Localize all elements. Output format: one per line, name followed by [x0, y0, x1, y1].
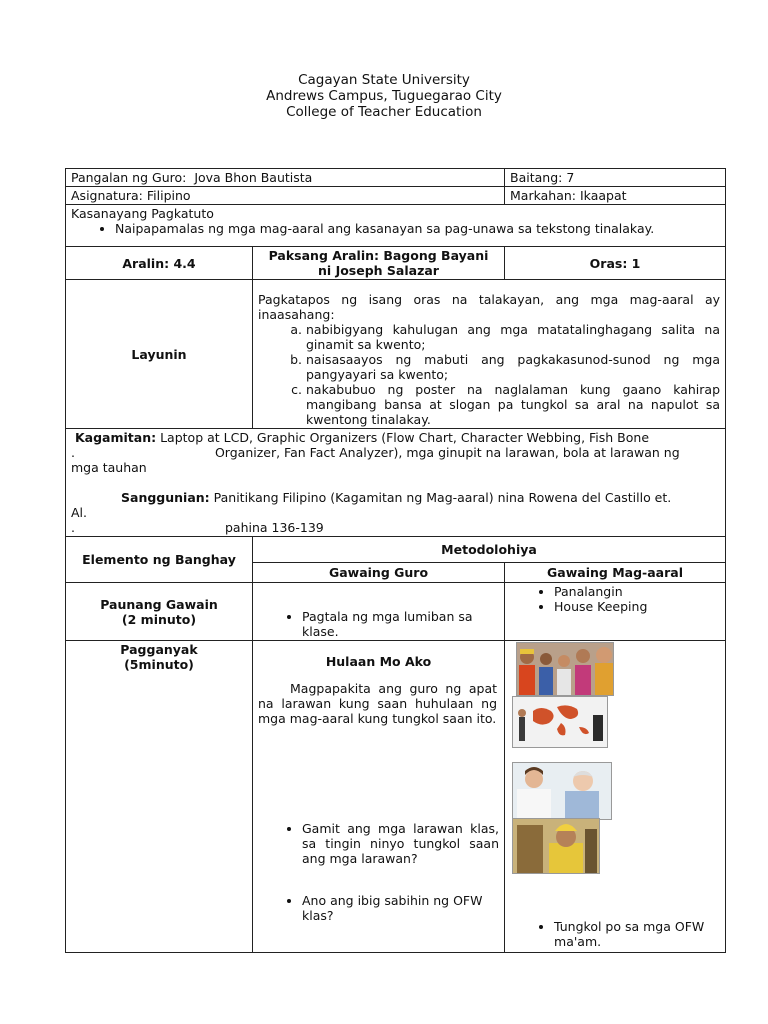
materials-label: Kagamitan:	[74, 430, 157, 445]
paunang-label-line2: (2 minuto)	[121, 612, 197, 627]
pagganyak-label-line2: (5minuto)	[124, 657, 194, 672]
quarter-label: Markahan:	[510, 188, 576, 203]
objectives-label: Layunin	[66, 280, 253, 429]
nurse-image	[513, 763, 611, 819]
paksa-line2: ni Joseph Salazar	[318, 263, 439, 278]
paunang-student-item: • House Keeping	[554, 599, 720, 614]
question-1: • Gamit ang mga larawan klas, sa tingin ninyo tungkol saan ang mga larawan?	[302, 821, 499, 866]
grade-label: Baitang:	[510, 170, 563, 185]
teacher-col-label: Gawaing Guro	[253, 563, 505, 583]
question-2: • Ano ang ibig sabihin ng OFW klas?	[302, 893, 499, 923]
objective-item: c. nakabubuo ng poster na naglalaman kung gaano kahirap mangibang bansa at slogan pa tungkol sa aral na napulot sa kwentong tinalakay.	[306, 382, 720, 427]
student-answer: • Tungkol po sa mga OFW ma'am.	[554, 919, 720, 949]
grade-value: 7	[566, 170, 575, 185]
world-map-photo	[512, 696, 608, 748]
quarter-value: Ikaapat	[579, 188, 627, 203]
reference-line3: pahina 136-139	[224, 520, 324, 535]
materials-line1: Laptop at LCD, Graphic Organizers (Flow Chart, Character Webbing, Fish Bone	[160, 430, 650, 445]
document-header	[0, 72, 768, 120]
paunang-teacher-item: • Pagtala ng mga lumiban sa klase.	[302, 609, 499, 639]
quarter-cell	[505, 187, 726, 205]
materials-line3: mga tauhan	[71, 460, 147, 475]
activity-title: Hulaan Mo Ako	[325, 654, 432, 669]
pagganyak-teacher-cell	[253, 641, 505, 953]
paksa-cell	[253, 247, 505, 280]
paunang-label	[66, 583, 253, 641]
reference-dot: .	[71, 520, 75, 535]
reference-label: Sanggunian:	[121, 490, 210, 505]
ofw-workers-image	[517, 643, 613, 695]
objectives-cell	[253, 280, 726, 429]
materials-line2: Organizer, Fan Fact Analyzer), mga ginupit na larawan, bola at larawan ng	[214, 445, 680, 460]
competency-item: • Naipapamalas ng mga mag-aaral ang kasanayan sa pag-unawa sa tekstong tinalakay.	[115, 221, 720, 236]
methodology-label: Metodolohiya	[253, 537, 726, 563]
student-col-label: Gawaing Mag-aaral	[505, 563, 726, 583]
university-name: Cagayan State University	[298, 72, 470, 88]
aralin-cell: Aralin: 4.4	[66, 247, 253, 280]
worker-image	[513, 819, 599, 873]
element-label: Elemento ng Banghay	[66, 537, 253, 583]
competency-cell	[66, 205, 726, 247]
objective-item: b. naisasaayos ng mabuti ang pagkakasunod-sunod ng mga pangyayari sa kwento;	[306, 352, 720, 382]
activity-instruction: Magpapakita ang guro ng apat na larawan kung saan huhulaan ng mga mag-aaral kung tungkol saan ito.	[258, 681, 498, 726]
subject-value: Filipino	[146, 188, 191, 203]
objective-item: a. nabibigyang kahulugan ang mga matatalinghagang salita na ginamit sa kwento;	[306, 322, 720, 352]
lesson-plan-table	[65, 168, 726, 953]
paunang-student-cell	[505, 583, 726, 641]
objectives-list	[258, 322, 720, 427]
subject-label: Asignatura:	[71, 188, 143, 203]
materials-cell	[66, 429, 726, 537]
grade-cell	[505, 169, 726, 187]
objectives-intro: Pagkatapos ng isang oras na talakayan, ang mga mag-aaral ay inaasahang:	[258, 292, 721, 322]
pagganyak-label-line1: Pagganyak	[120, 642, 198, 657]
reference-line1: Panitikang Filipino (Kagamitan ng Mag-aaral) nina Rowena del Castillo et.	[213, 490, 672, 505]
nurse-photo	[512, 762, 612, 820]
competency-title: Kasanayang Pagkatuto	[71, 206, 214, 221]
teacher-cell	[66, 169, 505, 187]
paunang-teacher-cell	[253, 583, 505, 641]
oras-cell: Oras: 1	[505, 247, 726, 280]
pagganyak-label	[66, 641, 253, 953]
ofw-workers-photo	[516, 642, 614, 696]
teacher-value: Jova Bhon Bautista	[194, 170, 313, 185]
teacher-label: Pangalan ng Guro:	[71, 170, 187, 185]
subject-cell	[66, 187, 505, 205]
paksa-line1: Paksang Aralin: Bagong Bayani	[268, 248, 489, 263]
worker-photo	[512, 818, 600, 874]
reference-line2: Al.	[71, 505, 87, 520]
materials-dot: .	[71, 445, 75, 460]
world-map-image	[513, 697, 607, 747]
paunang-label-line1: Paunang Gawain	[100, 597, 218, 612]
paunang-student-item: • Panalangin	[554, 584, 720, 599]
college-name: College of Teacher Education	[286, 104, 482, 120]
campus-name: Andrews Campus, Tuguegarao City	[266, 88, 502, 104]
